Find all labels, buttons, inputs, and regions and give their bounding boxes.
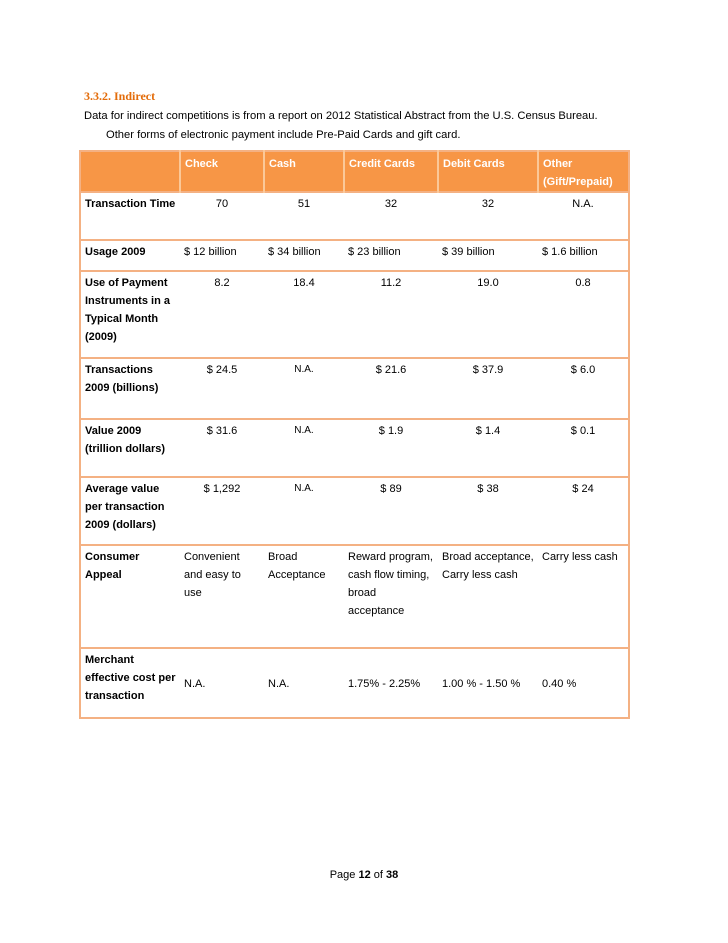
table-row [80,419,629,477]
table-cell: $ 23 billion [344,240,438,271]
section-heading: 3.3.2. Indirect [84,89,156,103]
table-cell: 0.40 % [538,648,629,718]
page-footer [0,869,728,881]
table-cell: N.A. [264,477,344,545]
table-cell: 51 [264,192,344,240]
table-cell: $ 1.9 [344,419,438,477]
table-cell: Broad acceptance, Carry less cash [438,545,538,648]
table-cell: $ 1,292 [180,477,264,545]
page-label: Page [329,869,356,881]
table-cell: N.A. [264,358,344,419]
table-cell: $ 0.1 [538,419,629,477]
table-cell: $ 39 billion [438,240,538,271]
table-cell: $ 89 [344,477,438,545]
table-cell: Broad Acceptance [264,545,344,648]
table-cell: $ 21.6 [344,358,438,419]
table-cell: $ 12 billion [180,240,264,271]
row-header: Transaction Time [80,192,180,240]
table-cell: $ 31.6 [180,419,264,477]
table-row [80,358,629,419]
table-cell: Carry less cash [538,545,629,648]
row-header: Transactions 2009 (billions) [80,358,180,419]
table-cell: $ 6.0 [538,358,629,419]
table-row [80,192,629,240]
page-total: 38 [386,869,399,881]
table-cell: 18.4 [264,271,344,358]
table-row [80,648,629,718]
page-of: of [373,869,383,881]
table-row [80,271,629,358]
table-cell: 32 [344,192,438,240]
table-cell: 19.0 [438,271,538,358]
competition-table [79,150,630,719]
table-cell: 11.2 [344,271,438,358]
table-cell: 8.2 [180,271,264,358]
table-cell: 70 [180,192,264,240]
intro-line-1: Data for indirect competitions is from a report on 2012 Statistical Abstract from the U.S. Census Bureau. [84,110,598,122]
table-cell: $ 1.4 [438,419,538,477]
table-cell: Reward program, cash flow timing, broad acceptance [344,545,438,648]
table-row [80,240,629,271]
row-header: Usage 2009 [80,240,180,271]
table-row [80,477,629,545]
intro-line-2: Other forms of electronic payment include Pre-Paid Cards and gift card. [106,129,461,141]
table-row [80,545,629,648]
table-cell: $ 37.9 [438,358,538,419]
table-cell: Convenient and easy to use [180,545,264,648]
table-cell: 1.75% - 2.25% [344,648,438,718]
header-cell-cash: Cash [264,151,344,192]
table-cell: $ 24.5 [180,358,264,419]
header-cell-debit-cards: Debit Cards [438,151,538,192]
header-cell-credit-cards: Credit Cards [344,151,438,192]
table-cell: N.A. [538,192,629,240]
table-cell: $ 38 [438,477,538,545]
header-cell-check: Check [180,151,264,192]
table-cell: 32 [438,192,538,240]
header-cell-empty [80,151,180,192]
row-header: Average value per transaction 2009 (dollars) [80,477,180,545]
table-cell: $ 1.6 billion [538,240,629,271]
row-header: Use of Payment Instruments in a Typical Month (2009) [80,271,180,358]
table-cell: 0.8 [538,271,629,358]
table-cell: 1.00 % - 1.50 % [438,648,538,718]
table-cell: N.A. [264,419,344,477]
table-cell: N.A. [264,648,344,718]
table-header-row [80,151,629,192]
row-header: Merchant effective cost per transaction [80,648,180,718]
page-number: 12 [358,869,371,881]
table-cell: $ 24 [538,477,629,545]
row-header: Consumer Appeal [80,545,180,648]
table-cell: $ 34 billion [264,240,344,271]
intro-paragraph [84,107,684,145]
row-header: Value 2009 (trillion dollars) [80,419,180,477]
header-cell-other: Other (Gift/Prepaid) [538,151,629,192]
table-cell: N.A. [180,648,264,718]
